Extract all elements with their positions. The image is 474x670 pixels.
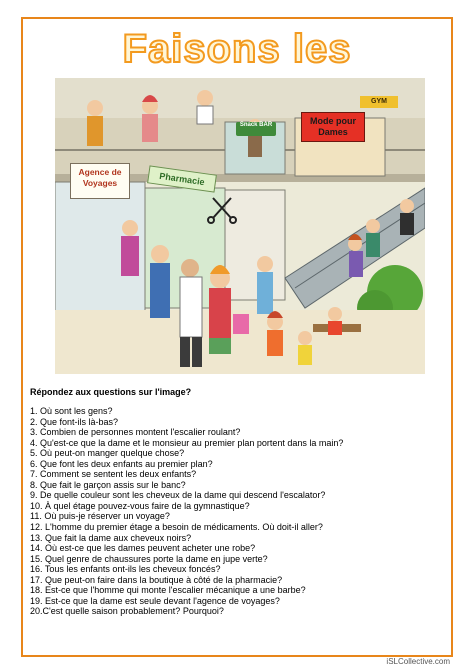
sign-agence-de-voyages: Agence de Voyages (70, 163, 130, 199)
question-item: 14. Où est-ce que les dames peuvent acheter une robe? (30, 543, 256, 554)
question-item: 3. Combien de personnes montent l'escalier roulant? (30, 427, 241, 438)
question-item: 5. Où peut-on manger quelque chose? (30, 448, 185, 459)
sign-gym: GYM (360, 96, 398, 108)
question-item: 13. Que fait la dame aux cheveux noirs? (30, 532, 192, 543)
question-item: 15. Quel genre de chaussures porte la dame en jupe verte? (30, 553, 268, 564)
question-item: 2. Que font-ils là-bas? (30, 416, 119, 427)
sign-pharmacie: Pharmacie (147, 165, 217, 192)
question-item: 19. Est-ce que la dame est seule devant l'agence de voyages? (30, 595, 280, 606)
question-item: 1. Où sont les gens? (30, 406, 113, 416)
question-item: 20.C'est quelle saison probablement? Pourquoi? (30, 606, 224, 617)
question-item: 16. Tous les enfants ont-ils les cheveux foncés? (30, 564, 221, 575)
instructions: Répondez aux questions sur l'image? (30, 387, 192, 397)
question-item: 7. Comment se sentent les deux enfants? (30, 469, 197, 480)
page-title: Faisons les (122, 27, 352, 71)
question-item: 8. Que fait le garçon assis sur le banc? (30, 479, 186, 490)
question-item: 10. À quel étage pouvez-vous faire de la gymnastique? (30, 500, 250, 511)
question-item: 6. Que font les deux enfants au premier plan? (30, 458, 213, 469)
question-item: 4. Qu'est-ce que la dame et le monsieur au premier plan portent dans la main? (30, 437, 344, 448)
question-item: 17. Que peut-on faire dans la boutique à côté de la pharmacie? (30, 574, 283, 585)
question-item: 18. Est-ce que l'homme qui monte l'escalier mécanique a une barbe? (30, 585, 306, 596)
question-item: 11. Où puis-je réserver un voyage? (30, 511, 170, 522)
question-item: 12. L'homme du premier étage a besoin de médicaments. Où doit-il aller? (30, 522, 323, 533)
sign-mode-pour-dames: Mode pour Dames (301, 112, 365, 142)
sign-snack-bar: Snack BAR (236, 122, 276, 136)
question-list (30, 406, 343, 617)
footer-watermark: iSLCollective.com (386, 657, 450, 666)
question-item: 9. De quelle couleur sont les cheveux de la dame qui descend l'escalator? (30, 490, 326, 501)
